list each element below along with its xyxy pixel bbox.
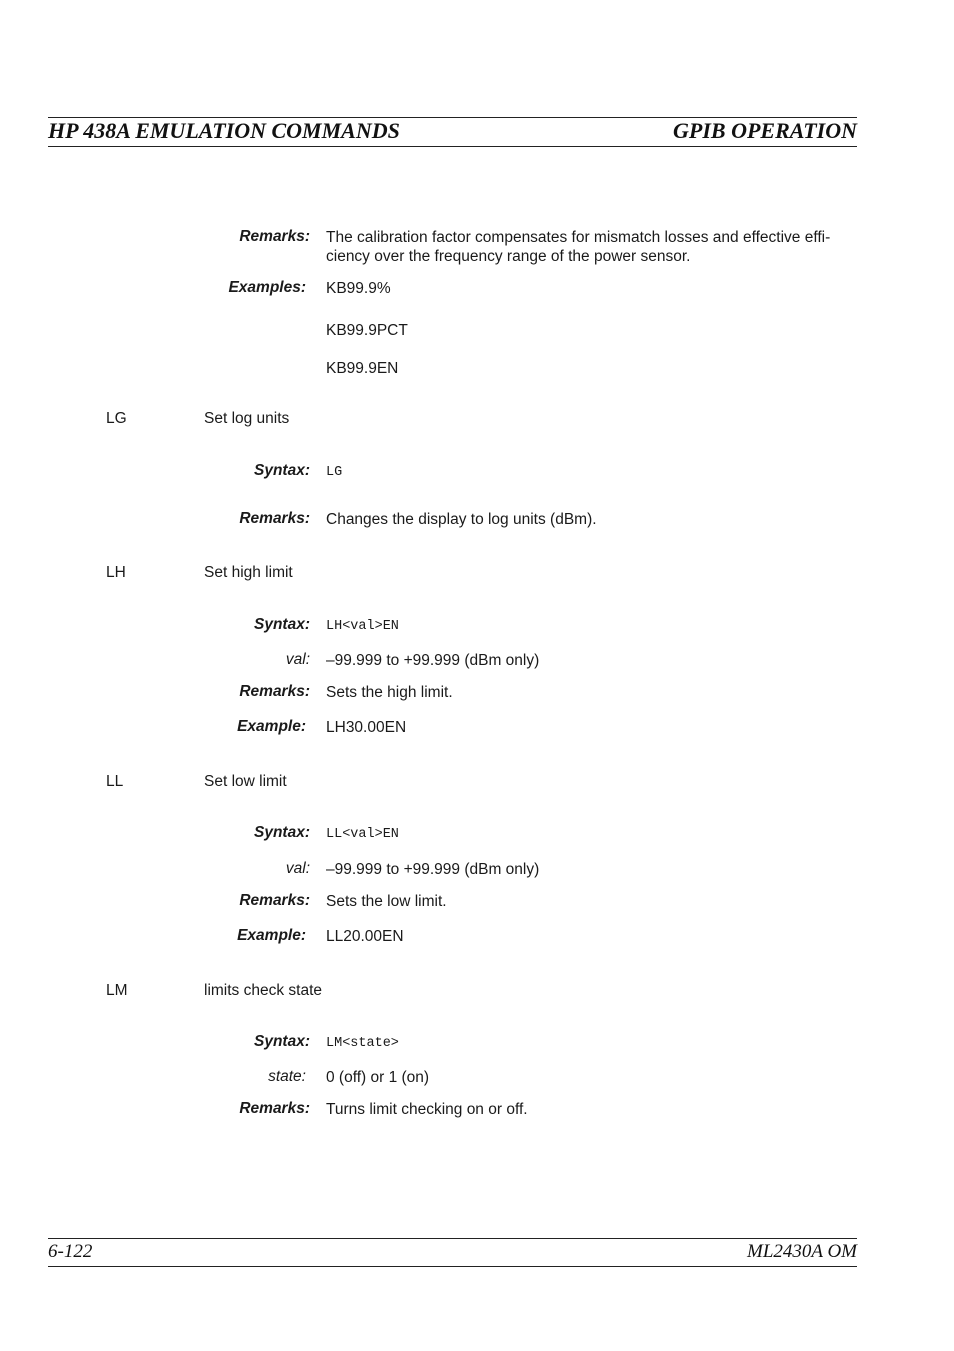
ll-syntax-value: LL<val>EN (326, 827, 399, 842)
lh-remarks-label: Remarks: (239, 683, 310, 700)
ll-val-label: val: (285, 860, 310, 877)
footer-bottom-rule (48, 1266, 857, 1267)
ll-command-title: Set low limit (204, 773, 287, 790)
lh-command-code: LH (106, 564, 126, 581)
kb-example-1: KB99.9% (326, 280, 391, 297)
kb-example-2: KB99.9PCT (326, 322, 408, 339)
lm-syntax-value: LM<state> (326, 1036, 399, 1051)
lg-syntax-value: LG (326, 465, 343, 480)
ll-example-value: LL20.00EN (326, 928, 404, 945)
lh-val-label: val: (285, 651, 310, 668)
lg-command-code: LG (106, 410, 127, 427)
lm-command-title: limits check state (204, 982, 323, 999)
lm-state-value: 0 (off) or 1 (on) (326, 1069, 430, 1086)
kb-remarks-label: Remarks: (239, 228, 310, 245)
ll-example-label: Example: (237, 927, 306, 944)
header-section-title: HP 438A EMULATION COMMANDS (48, 118, 400, 143)
ll-remarks-value: Sets the low limit. (326, 893, 447, 910)
lh-syntax-value: LH<val>EN (326, 619, 399, 634)
header-bottom-rule (48, 146, 857, 147)
lm-remarks-label: Remarks: (239, 1100, 310, 1117)
lg-remarks-value: Changes the display to log units (dBm). (326, 511, 597, 528)
lh-example-label: Example: (237, 718, 306, 735)
footer-top-rule (48, 1238, 857, 1239)
ll-command-code: LL (106, 773, 124, 790)
ll-val-value: –99.999 to +99.999 (dBm only) (326, 861, 540, 878)
lh-val-value: –99.999 to +99.999 (dBm only) (326, 652, 540, 669)
header-chapter-title: GPIB OPERATION (673, 118, 857, 143)
lm-state-label: state: (268, 1068, 306, 1085)
lh-remarks-value: Sets the high limit. (326, 684, 453, 701)
kb-example-3: KB99.9EN (326, 360, 399, 377)
kb-examples-label: Examples: (228, 279, 306, 296)
lg-command-title: Set log units (204, 410, 290, 427)
lh-syntax-label: Syntax: (254, 616, 310, 633)
lm-command-code: LM (106, 982, 128, 999)
lm-syntax-label: Syntax: (254, 1033, 310, 1050)
lg-remarks-label: Remarks: (239, 510, 310, 527)
kb-remarks-line2: ciency over the frequency range of the power sensor. (326, 248, 691, 265)
footer-page-number: 6-122 (48, 1241, 93, 1262)
kb-remarks-line1: The calibration factor compensates for mismatch losses and effective effi- (326, 229, 831, 246)
ll-syntax-label: Syntax: (254, 824, 310, 841)
lh-example-value: LH30.00EN (326, 719, 407, 736)
lh-command-title: Set high limit (204, 564, 293, 581)
lm-remarks-value: Turns limit checking on or off. (326, 1101, 528, 1118)
footer-manual-name: ML2430A OM (747, 1241, 857, 1262)
lg-syntax-label: Syntax: (254, 462, 310, 479)
ll-remarks-label: Remarks: (239, 892, 310, 909)
